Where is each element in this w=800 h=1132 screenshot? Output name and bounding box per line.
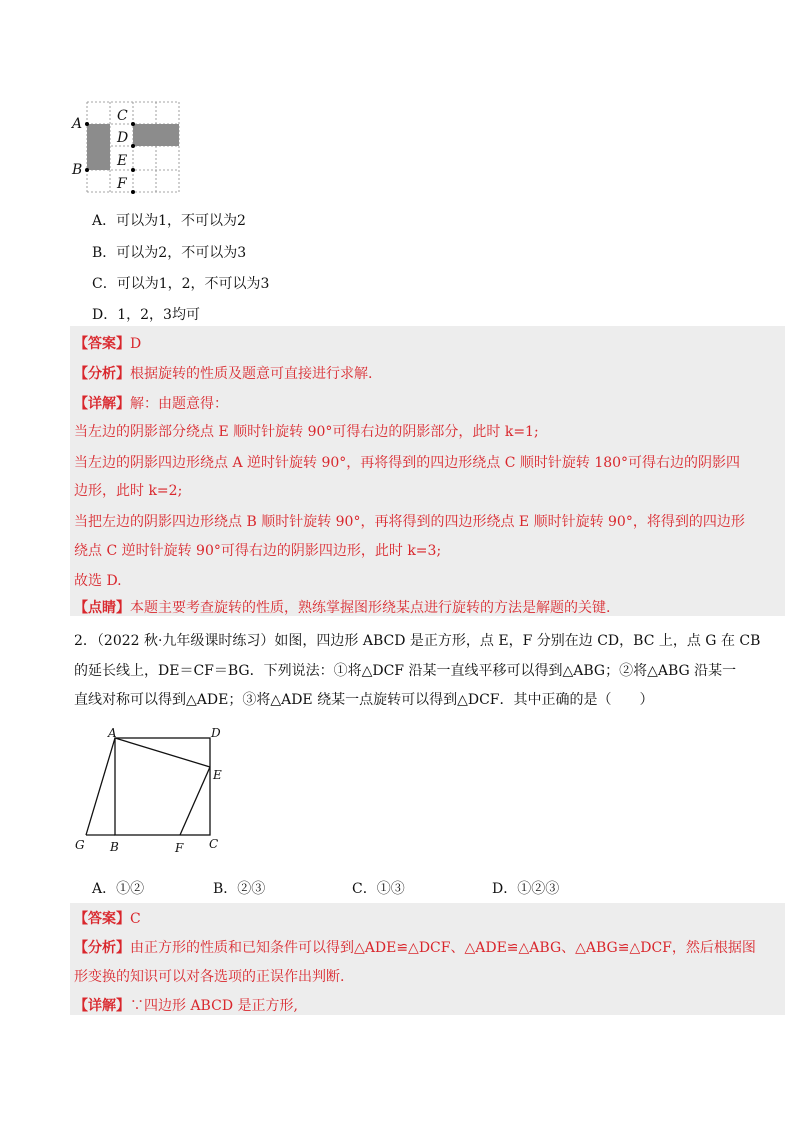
q2-detail: 【详解】∵四边形 ABCD 是正方形, — [74, 998, 298, 1014]
q2-option-b: B．②③ — [213, 881, 266, 897]
label-f: F — [175, 841, 184, 855]
label-a: A — [108, 726, 117, 740]
label-b: B — [110, 840, 119, 854]
label-e: E — [213, 768, 222, 782]
q2-analysis-line: 形变换的知识可以对各选项的正误作出判断. — [74, 969, 345, 985]
option-b: B．可以为2，不可以为3 — [92, 245, 247, 261]
label-c: C — [209, 837, 219, 851]
square-figure — [70, 725, 230, 855]
q2-stem-line: 2．（2022 秋·九年级课时练习）如图，四边形 ABCD 是正方形，点 E，F 分别在边 CD，BC 上，点 G 在 CB — [74, 633, 761, 649]
q1-analysis: 【分析】根据旋转的性质及题意可直接进行求解. — [74, 366, 373, 382]
label-f: F — [117, 176, 127, 192]
q1-detail-line: 绕点 C 逆时针旋转 90°可得右边的阴影四边形，此时 k=3; — [74, 543, 442, 559]
label-e: E — [117, 153, 128, 169]
label-c: C — [117, 108, 128, 124]
label-d: D — [117, 130, 129, 146]
q1-comment: 【点睛】本题主要考查旋转的性质，熟练掌握图形绕某点进行旋转的方法是解题的关键. — [74, 600, 611, 616]
option-c: C．可以为1，2，不可以为3 — [92, 276, 270, 292]
q2-answer: 【答案】C — [74, 911, 141, 927]
label-g: G — [75, 838, 85, 852]
q1-detail-line: 边形，此时 k=2; — [74, 483, 183, 499]
right-shaded-shape — [133, 124, 179, 146]
q2-option-d: D．①②③ — [492, 881, 560, 897]
q1-detail-line: 故选 D. — [74, 573, 122, 589]
grid-figure — [70, 100, 190, 195]
q2-option-a: A．①② — [92, 881, 145, 897]
q2-stem-line: 直线对称可以得到△ADE；③将△ADE 绕某一点旋转可以得到△DCF．其中正确的是（ ） — [74, 692, 654, 708]
q2-option-c: C．①③ — [352, 881, 405, 897]
label-b: B — [72, 162, 83, 178]
left-shaded-shape — [87, 124, 110, 170]
option-a: A．可以为1，不可以为2 — [92, 213, 246, 229]
q1-detail: 【详解】解：由题意得： — [74, 396, 228, 412]
q2-analysis: 【分析】由正方形的性质和已知条件可以得到△ADE≌△DCF、△ADE≌△ABG、△ABG≌△DCF，然后根据图 — [74, 940, 756, 956]
label-a: A — [72, 116, 83, 132]
label-d: D — [211, 726, 221, 740]
q1-answer: 【答案】D — [74, 336, 142, 352]
option-d: D．1，2，3均可 — [92, 307, 200, 323]
q2-stem-line: 的延长线上，DE＝CF＝BG．下列说法：①将△DCF 沿某一直线平移可以得到△ABG；②将△ABG 沿某一 — [74, 663, 737, 679]
q1-detail-line: 当左边的阴影四边形绕点 A 逆时针旋转 90°，再将得到的四边形绕点 C 顺时针旋转 180°可得右边的阴影四 — [74, 455, 741, 471]
q1-detail-line: 当把左边的阴影四边形绕点 B 顺时针旋转 90°，再将得到的四边形绕点 E 顺时针旋转 90°，将得到的四边形 — [74, 514, 745, 530]
q1-detail-line: 当左边的阴影部分绕点 E 顺时针旋转 90°可得右边的阴影部分，此时 k=1; — [74, 424, 539, 440]
